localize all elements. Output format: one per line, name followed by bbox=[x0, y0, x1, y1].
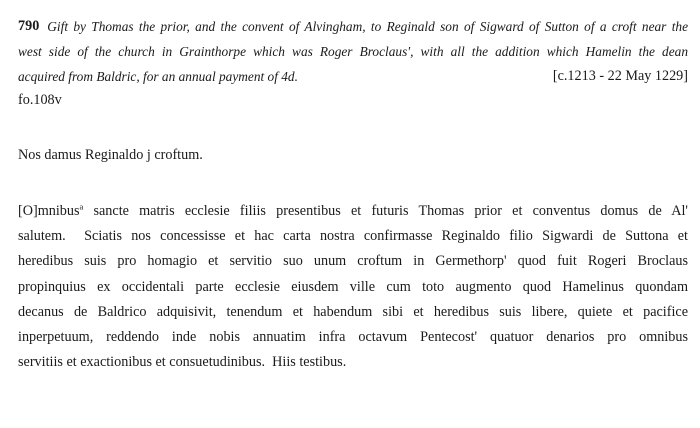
folio-reference: fo.108v bbox=[18, 92, 62, 108]
text-line-5: decanus de Baldrico adquisivit, tenendum et habendum sibi et heredibus suis libere, quiete et pacifice bbox=[18, 303, 688, 320]
text-line-4: propinquius ex occidentali parte ecclesie eiusdem ville cum toto augmento quod Hamelinus quondam bbox=[18, 278, 688, 295]
text-line-1 bbox=[18, 199, 688, 224]
text-line-7: servitiis et exactionibus et consuetudinibus. Hiis testibus. bbox=[18, 354, 347, 371]
summary-line-1: Gift by Thomas the prior, and the convent of Alvingham, to Reginald son of Sigward of Sutton of a croft near the bbox=[47, 19, 688, 34]
heading-line-1 bbox=[18, 14, 688, 39]
footnote-marker: a bbox=[79, 201, 84, 212]
heading-line-2 bbox=[18, 39, 688, 64]
summary-line-3: acquired from Baldric, for an annual payment of 4d. bbox=[18, 69, 298, 84]
summary-line-2: west side of the church in Grainthorpe which was Roger Broclaus', with all the addition which Hamelin the dean bbox=[18, 44, 688, 59]
text-line-2: salutem. Sciatis nos concessisse et hac carta nostra confirmasse Reginaldo filio Sigwardi de Suttona et bbox=[18, 228, 688, 245]
text-line-1-rest: sancte matris ecclesie filiis presentibus et futuris Thomas prior et conventus domus de Al' bbox=[83, 203, 688, 219]
charter-heading bbox=[18, 14, 688, 89]
charter-number: 790 bbox=[18, 18, 40, 34]
text-line-6: inperpetuum, reddendo inde nobis annuatim infra octavum Pentecost' quatuor denarios pro omnibus bbox=[18, 329, 688, 346]
heading-line-3 bbox=[18, 64, 688, 89]
text-line-3: heredibus suis pro homagio et servitio suo unum croftum in Germethorp' quod fuit Rogeri Broclaus bbox=[18, 253, 688, 270]
rubric: Nos damus Reginaldo j croftum. bbox=[18, 147, 203, 163]
charter-entry bbox=[18, 14, 688, 375]
text-opening-word: [O]mnibus bbox=[18, 203, 80, 219]
charter-date: [c.1213 - 22 May 1229] bbox=[552, 68, 688, 84]
charter-text bbox=[18, 199, 688, 375]
